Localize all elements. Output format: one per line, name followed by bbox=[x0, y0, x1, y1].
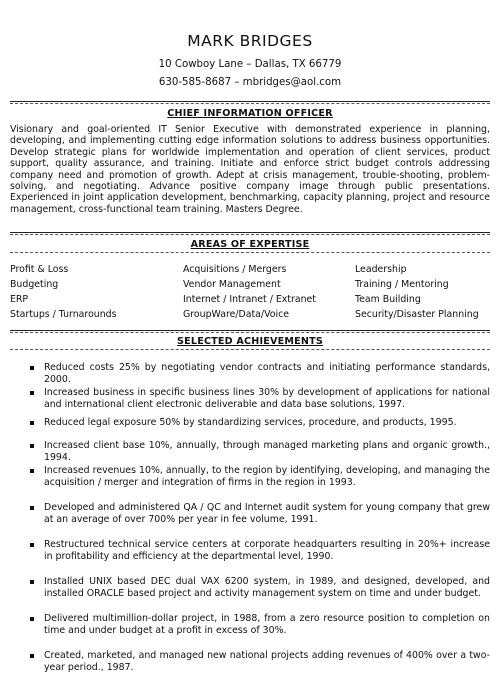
expertise-row bbox=[10, 277, 490, 292]
achievement-item bbox=[30, 613, 490, 637]
expertise-item: Vendor Management bbox=[183, 279, 281, 290]
bullet-icon bbox=[30, 506, 34, 510]
achievement-item bbox=[30, 539, 490, 563]
expertise-item: ERP bbox=[10, 294, 29, 305]
bullet-icon bbox=[30, 421, 34, 425]
section-divider bbox=[10, 330, 490, 333]
achievement-text: Delivered multimillion-dollar project, in 1988, from a zero resource position to completion on time and under budget at a profit in excess of 30%. bbox=[44, 613, 490, 636]
bullet-icon bbox=[30, 469, 34, 473]
bullet-icon bbox=[30, 391, 34, 395]
achievement-text: Increased business in specific business lines 30% by development of applications for national and international client electronic deliverable and data base solutions, 1997. bbox=[44, 387, 490, 410]
address-line: 10 Cowboy Lane – Dallas, TX 66779 bbox=[158, 59, 342, 70]
expertise-title: AREAS OF EXPERTISE bbox=[190, 239, 310, 250]
phone-email-line: 630-585-8687 – mbridges@aol.com bbox=[158, 77, 342, 88]
achievement-text: Increased revenues 10%, annually, to the region by identifying, developing, and managing the acquisition / merger and integration of firms in the region in 1993. bbox=[44, 465, 490, 488]
bullet-icon bbox=[30, 543, 34, 547]
achievement-text: Created, marketed, and managed new national projects adding revenues of 400% over a two-year period., 1987. bbox=[44, 650, 490, 673]
expertise-row bbox=[10, 307, 490, 322]
achievement-text: Reduced legal exposure 50% by standardizing services, procedure, and products, 1995. bbox=[44, 417, 457, 428]
section-underline bbox=[10, 252, 490, 253]
achievement-text: Installed UNIX based DEC dual VAX 6200 system, in 1989, and designed, developed, and installed ORACLE based project and activity management system on time and under budget. bbox=[44, 576, 490, 599]
expertise-grid bbox=[10, 262, 490, 322]
expertise-item: Leadership bbox=[355, 264, 407, 275]
bullet-icon bbox=[30, 654, 34, 658]
bullet-icon bbox=[30, 617, 34, 621]
section-underline bbox=[10, 349, 490, 350]
expertise-item: Training / Mentoring bbox=[355, 279, 449, 290]
expertise-item: Security/Disaster Planning bbox=[355, 309, 479, 320]
bullet-icon bbox=[30, 366, 34, 370]
achievement-item bbox=[30, 417, 490, 429]
expertise-item: Team Building bbox=[355, 294, 421, 305]
section-divider bbox=[10, 232, 490, 235]
achievement-item bbox=[30, 502, 490, 526]
achievement-item bbox=[30, 576, 490, 600]
achievement-text: Developed and administered QA / QC and Internet audit system for young company that grew at an average of over 700% per year in fee volume, 1991. bbox=[44, 502, 490, 525]
bullet-icon bbox=[30, 444, 34, 448]
summary-paragraph: Visionary and goal-oriented IT Senior Executive with demonstrated experience in planning, developing, and implementing cutting edge information solutions to address business opportunities. Develop strategic plans for worldwide implementation and operation of client services, product support, quality assurance, and training. Initiate and enforce strict budget controls addressing company need and promotion of growth. Adept at crisis management, trouble-shooting, problem-solving, and negotiating. Advance positive company image through public presentations. Experienced in joint application development, benchmarking, capacity planning, project and resource management, cross-functional team training. Masters Degree. bbox=[10, 124, 490, 215]
expertise-item: Profit & Loss bbox=[10, 264, 69, 275]
achievements-title: SELECTED ACHIEVEMENTS bbox=[177, 336, 323, 347]
achievement-item bbox=[30, 650, 490, 674]
achievement-text: Restructured technical service centers at corporate headquarters resulting in 20%+ increase in profitability and efficiency at the departmental level, 1990. bbox=[44, 539, 490, 562]
role-title: CHIEF INFORMATION OFFICER bbox=[167, 108, 333, 119]
expertise-item: Acquisitions / Mergers bbox=[183, 264, 287, 275]
expertise-item: GroupWare/Data/Voice bbox=[183, 309, 290, 320]
achievement-item bbox=[30, 387, 490, 411]
expertise-row bbox=[10, 292, 490, 307]
section-divider bbox=[10, 101, 490, 104]
bullet-icon bbox=[30, 580, 34, 584]
achievement-item bbox=[30, 465, 490, 489]
achievement-text: Reduced costs 25% by negotiating vendor contracts and initiating performance standards, 2000. bbox=[44, 362, 490, 385]
achievement-text: Increased client base 10%, annually, through managed marketing plans and organic growth., 1994. bbox=[44, 440, 490, 463]
achievement-item bbox=[30, 440, 490, 464]
expertise-item: Internet / Intranet / Extranet bbox=[183, 294, 316, 305]
achievement-item bbox=[30, 362, 490, 386]
candidate-name: MARK BRIDGES bbox=[187, 32, 313, 50]
expertise-item: Startups / Turnarounds bbox=[10, 309, 117, 320]
expertise-item: Budgeting bbox=[10, 279, 59, 290]
expertise-row bbox=[10, 262, 490, 277]
